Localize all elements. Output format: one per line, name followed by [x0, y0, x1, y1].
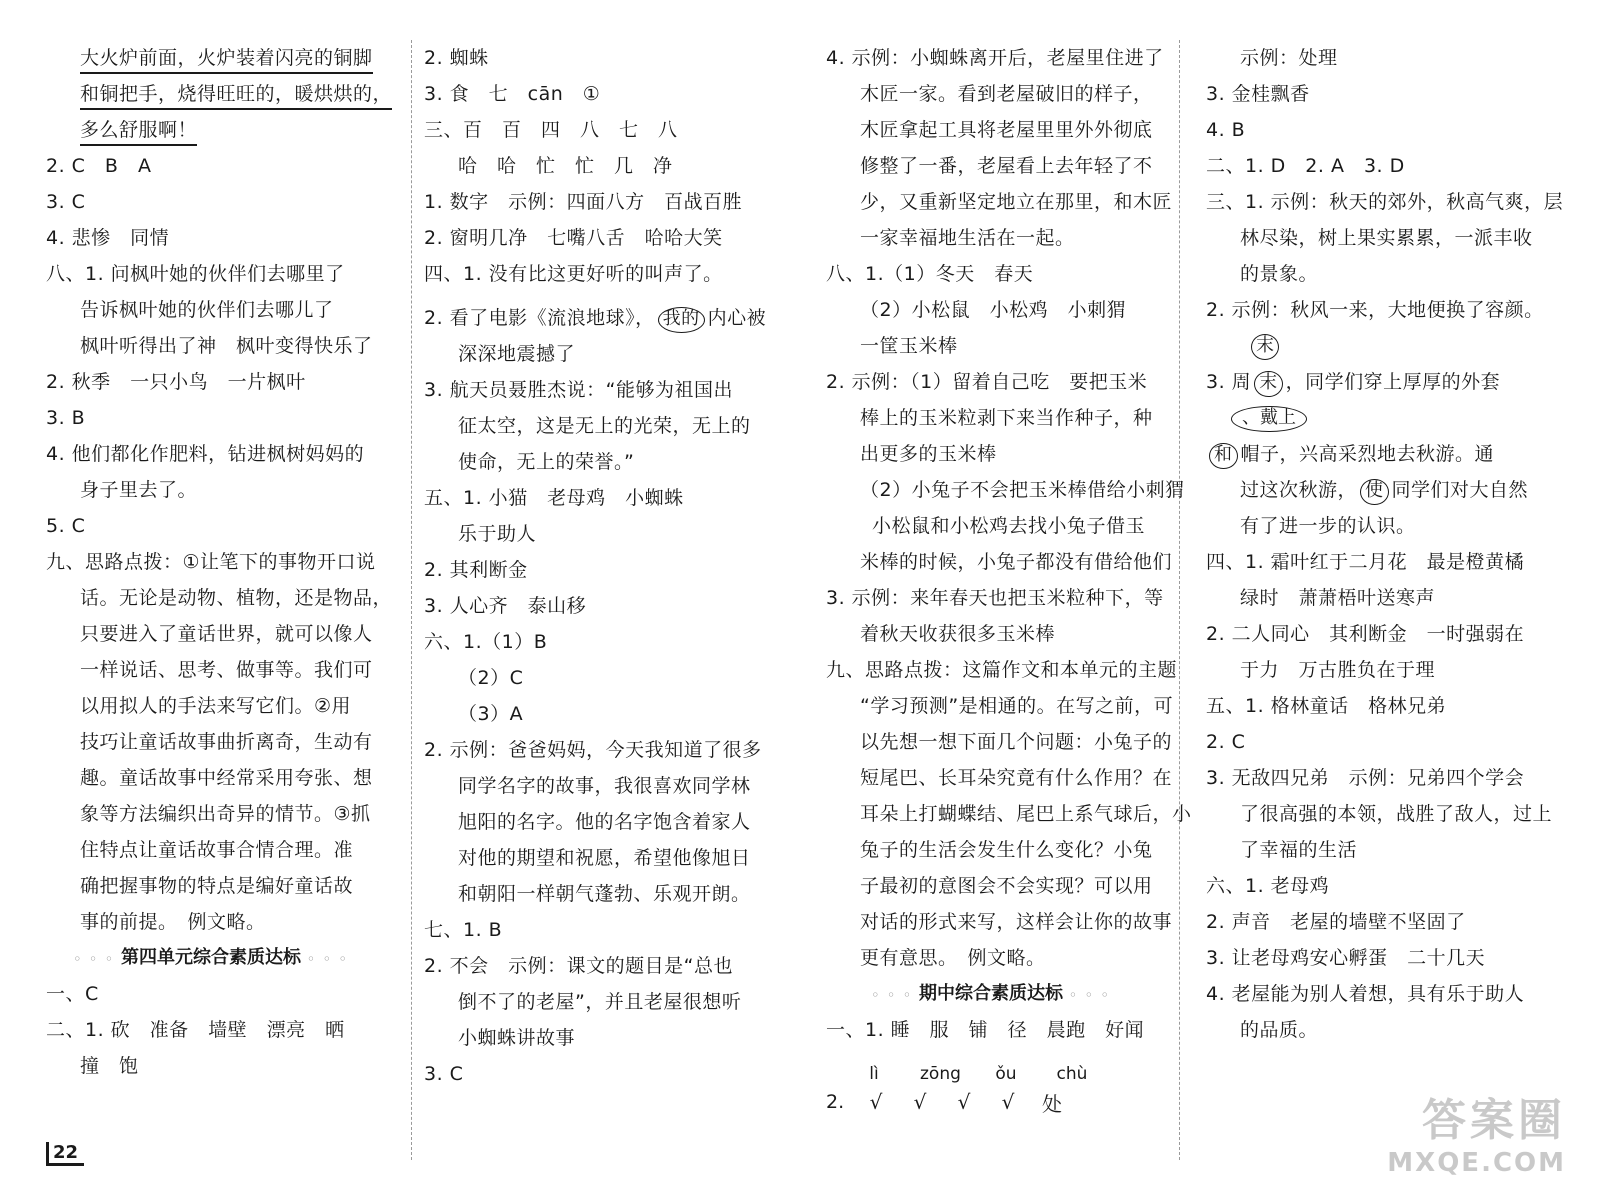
- check-mark-icon: √: [957, 1090, 971, 1114]
- answer-line: 棒上的玉米粒剥下来当作种子，种: [860, 407, 1153, 429]
- answer-line: 二、1. D 2. A 3. D: [1206, 155, 1405, 177]
- answer-line: 3. 示例：来年春天也把玉米粒种下，等: [826, 587, 1164, 609]
- answer-line: 2. 示例：秋风一来，大地便换了容颜。: [1206, 299, 1544, 321]
- answer-line: 对他的期望和祝愿，希望他像旭日: [458, 847, 751, 869]
- answer-line: 七、1. B: [424, 919, 503, 941]
- answer-line: 小松鼠和小松鸡去找小兔子借玉: [872, 515, 1146, 537]
- answer-line: 征太空，这是无上的光荣，无上的: [458, 415, 751, 437]
- answer-line: 木匠拿起工具将老屋里里外外彻底: [860, 119, 1153, 141]
- answer-line: （2）小兔子不会把玉米棒借给小刺猬: [860, 479, 1185, 501]
- answer-line: 旭阳的名字。他的名字饱含着家人: [458, 811, 751, 833]
- answer-line: 一、C: [46, 983, 99, 1005]
- check-mark-icon: √: [1001, 1090, 1015, 1114]
- check-mark-icon: √: [913, 1090, 927, 1114]
- answer-line: 五、1. 小猫 老母鸡 小蜘蛛: [424, 487, 684, 509]
- answer-line: 米棒的时候，小兔子都没有借给他们: [860, 551, 1173, 573]
- answer-line: 3. B: [46, 407, 86, 429]
- answer-line: （3）A: [458, 703, 524, 725]
- check-row: [826, 1084, 1156, 1120]
- answer-line: 九、思路点拨：这篇作文和本单元的主题: [826, 659, 1178, 681]
- answer-line: 出更多的玉米棒: [860, 443, 997, 465]
- answer-line: 林尽染，树上果实累累，一派丰收: [1240, 227, 1533, 249]
- answer-line: 3. C: [424, 1063, 464, 1085]
- answer-line: 使命，无上的荣誉。”: [458, 451, 635, 473]
- answer-line: 2. 看了电影《流浪地球》， 我的 内心被: [424, 300, 774, 336]
- answer-line: 确把握事物的特点是编好童话故: [80, 875, 354, 897]
- answer-line: 的景象。: [1240, 263, 1319, 285]
- circled-correction: 使: [1360, 479, 1389, 505]
- column-divider: [411, 40, 412, 1160]
- correction-annotation: [1206, 400, 1566, 436]
- answer-line: 少，又重新坚定地立在那里，和木匠: [860, 191, 1173, 213]
- answer-line: “学习预测”是相通的。在写之前，可: [860, 695, 1174, 717]
- answer-column-2: [424, 40, 774, 1160]
- answer-line: 一样说话、思考、做事等。我们可: [80, 659, 373, 681]
- answer-line: 一筐玉米棒: [860, 335, 958, 357]
- watermark-url: MXQE.COM: [1387, 1148, 1566, 1178]
- answer-line: （2）C: [458, 667, 524, 689]
- answer-line: 兔子的生活会发生什么变化？小兔: [860, 839, 1153, 861]
- question-number: 2.: [826, 1091, 845, 1113]
- column-divider: [1179, 40, 1180, 1160]
- answer-line: 以用拟人的手法来写它们。②用: [80, 695, 352, 717]
- answer-line: 4. 悲惨 同情: [46, 227, 170, 249]
- answer-line: 八、1. 问枫叶她的伙伴们去哪里了: [46, 263, 345, 285]
- circled-correction: 末: [1254, 371, 1283, 397]
- text-line: 大火炉前面，火炉装着闪亮的铜脚: [46, 40, 376, 76]
- answer-line: 象等方法编织出奇异的情节。③抓: [80, 803, 371, 825]
- pinyin: chù: [1056, 1064, 1088, 1084]
- text-line: 和铜把手，烧得旺旺的，暖烘烘的，: [46, 76, 376, 112]
- answer-line: 1. 数字 示例：四面八方 百战百胜: [424, 191, 743, 213]
- answer-line: 告诉枫叶她的伙伴们去哪儿了: [80, 299, 334, 321]
- answer-line: 木匠一家。看到老屋破旧的样子，: [860, 83, 1153, 105]
- answer-line: 三、百 百 四 八 七 八: [424, 119, 678, 141]
- answer-line: 有了进一步的认识。: [1240, 515, 1416, 537]
- answer-line: 趣。童话故事中经常采用夸张、想: [80, 767, 373, 789]
- correction-annotation: [1206, 328, 1566, 364]
- answer-line: 九、思路点拨：①让笔下的事物开口说: [46, 551, 376, 573]
- circled-correction: 末: [1251, 334, 1279, 360]
- answer-line: 撞 饱: [80, 1055, 139, 1077]
- answer-line: 4. 示例：小蜘蛛离开后，老屋里住进了: [826, 47, 1164, 69]
- answer-line: 更有意思。 例文略。: [860, 947, 1046, 969]
- answer-line: 2. 示例：（1）留着自己吃 要把玉米: [826, 371, 1148, 393]
- answer-line: 一、1. 睡 服 铺 径 晨跑 好闻: [826, 1019, 1145, 1041]
- answer-line: 3. 无敌四兄弟 示例：兄弟四个学会: [1206, 767, 1525, 789]
- answer-line: 短尾巴、长耳朵究竟有什么作用？在: [860, 767, 1173, 789]
- answer-line: 2. 窗明几净 七嘴八舌 哈哈大笑: [424, 227, 723, 249]
- answer-line: 身子里去了。: [80, 479, 198, 501]
- answer-line: 事的前提。 例文略。: [80, 911, 266, 933]
- answer-line: （2）小松鼠 小松鸡 小刺猬: [860, 299, 1127, 321]
- answer-line: 深深地震撼了: [458, 343, 576, 365]
- answer-char: 处: [1042, 1091, 1062, 1116]
- answer-column-1: [46, 40, 393, 1160]
- answer-line: 枫叶听得出了神 枫叶变得快乐了: [80, 335, 373, 357]
- answer-line: 的品质。: [1240, 1019, 1319, 1041]
- answer-line: 绿时 萧萧梧叶送寒声: [1240, 587, 1436, 609]
- answer-line: 二、1. 砍 准备 墙壁 漂亮 晒: [46, 1019, 345, 1041]
- answer-line: 示例：处理: [1240, 47, 1338, 69]
- answer-line: 2. 其利断金: [424, 559, 528, 581]
- answer-line: 子最初的意图会不会实现？可以用: [860, 875, 1153, 897]
- answer-line: 2. C: [1206, 731, 1246, 753]
- answer-line: 过这次秋游， 使 同学们对大自然: [1206, 472, 1566, 508]
- answer-line: 2. 秋季 一只小鸟 一片枫叶: [46, 371, 306, 393]
- answer-line: 3. 航天员聂胜杰说：“能够为祖国出: [424, 379, 734, 401]
- pinyin: lì: [869, 1064, 879, 1084]
- answer-line: 六、1.（1）B: [424, 631, 548, 653]
- answer-line: 耳朵上打蝴蝶结、尾巴上系气球后，小: [860, 803, 1192, 825]
- answer-line: 只要进入了童话世界，就可以像人: [80, 623, 373, 645]
- answer-line: 4. 老屋能为别人着想，具有乐于助人: [1206, 983, 1525, 1005]
- check-mark-icon: √: [869, 1090, 883, 1114]
- answer-line: 同学名字的故事，我很喜欢同学林: [458, 775, 751, 797]
- pinyin: ǒu: [995, 1064, 1017, 1084]
- text-line: 多么舒服啊！: [46, 112, 376, 148]
- circled-correction: 和: [1209, 443, 1238, 469]
- answer-line: 3. 让老母鸡安心孵蛋 二十几天: [1206, 947, 1486, 969]
- answer-line: 和 帽子，兴高采烈地去秋游。通: [1206, 436, 1566, 472]
- page-number: 22: [46, 1142, 84, 1166]
- answer-line: 4. B: [1206, 119, 1246, 141]
- answer-line: 小蜘蛛讲故事: [458, 1027, 576, 1049]
- answer-line: 对话的形式来写，这样会让你的故事: [860, 911, 1173, 933]
- circled-correction: 我的: [658, 307, 705, 333]
- answer-line: 2. 声音 老屋的墙壁不坚固了: [1206, 911, 1466, 933]
- answer-line: 六、1. 老母鸡: [1206, 875, 1330, 897]
- answer-line: 2. 示例：爸爸妈妈，今天我知道了很多: [424, 739, 762, 761]
- answer-line: 修整了一番，老屋看上去年轻了不: [860, 155, 1153, 177]
- answer-line: 4. 他们都化作肥料，钻进枫树妈妈的: [46, 443, 365, 465]
- answer-line: 3. 人心齐 泰山移: [424, 595, 587, 617]
- answer-line: 着秋天收获很多玉米棒: [860, 623, 1056, 645]
- answer-line: 3. 周 末 ，同学们穿上厚厚的外套: [1206, 364, 1566, 400]
- section-heading: ◦ ◦ ◦ 第四单元综合素质达标 ◦ ◦ ◦: [73, 947, 349, 968]
- answer-column-4: [1206, 40, 1566, 1160]
- answer-line: 5. C: [46, 515, 86, 537]
- answer-line: 3. 食 七 cān ①: [424, 83, 601, 105]
- answer-line: 八、1.（1）冬天 春天: [826, 263, 1034, 285]
- answer-line: 三、1. 示例：秋天的郊外，秋高气爽，层: [1206, 191, 1564, 213]
- answer-line: 3. 金桂飘香: [1206, 83, 1310, 105]
- answer-line: 2. C B A: [46, 155, 152, 177]
- answer-line: 了幸福的生活: [1240, 839, 1358, 861]
- answer-line: 技巧让童话故事曲折离奇，生动有: [80, 731, 373, 753]
- answer-line: 住特点让童话故事合情合理。准: [80, 839, 354, 861]
- answer-line: 和朝阳一样朝气蓬勃、乐观开朗。: [458, 883, 751, 905]
- inserted-text: 、戴上: [1231, 406, 1307, 432]
- answer-line: 3. C: [46, 191, 86, 213]
- answer-line: 2. 蜘蛛: [424, 47, 489, 69]
- pinyin: zōng: [920, 1064, 961, 1084]
- answer-line: 于力 万古胜负在于理: [1240, 659, 1436, 681]
- answer-line: 五、1. 格林童话 格林兄弟: [1206, 695, 1447, 717]
- answer-line: 倒不了的老屋”，并且老屋很想听: [458, 991, 742, 1013]
- pinyin-row: [826, 1048, 1156, 1084]
- answer-line: 一家幸福地生活在一起。: [860, 227, 1075, 249]
- answer-line: 话。无论是动物、植物，还是物品，: [80, 587, 393, 609]
- answer-line: 乐于助人: [458, 523, 537, 545]
- answer-line: 2. 不会 示例：课文的题目是“总也: [424, 955, 734, 977]
- answer-column-3: [826, 40, 1192, 1160]
- answer-line: 哈 哈 忙 忙 几 净: [458, 155, 673, 177]
- watermark-logo: 答案圈: [1422, 1095, 1566, 1146]
- answer-line: 2. 二人同心 其利断金 一时强弱在: [1206, 623, 1525, 645]
- answer-line: 四、1. 没有比这更好听的叫声了。: [424, 263, 723, 285]
- section-heading: ◦ ◦ ◦ 期中综合素质达标 ◦ ◦ ◦: [871, 983, 1111, 1004]
- answer-line: 四、1. 霜叶红于二月花 最是橙黄橘: [1206, 551, 1525, 573]
- answer-line: 了很高强的本领，战胜了敌人，过上: [1240, 803, 1553, 825]
- answer-line: 以先想一想下面几个问题：小兔子的: [860, 731, 1173, 753]
- watermark: [1387, 1084, 1566, 1178]
